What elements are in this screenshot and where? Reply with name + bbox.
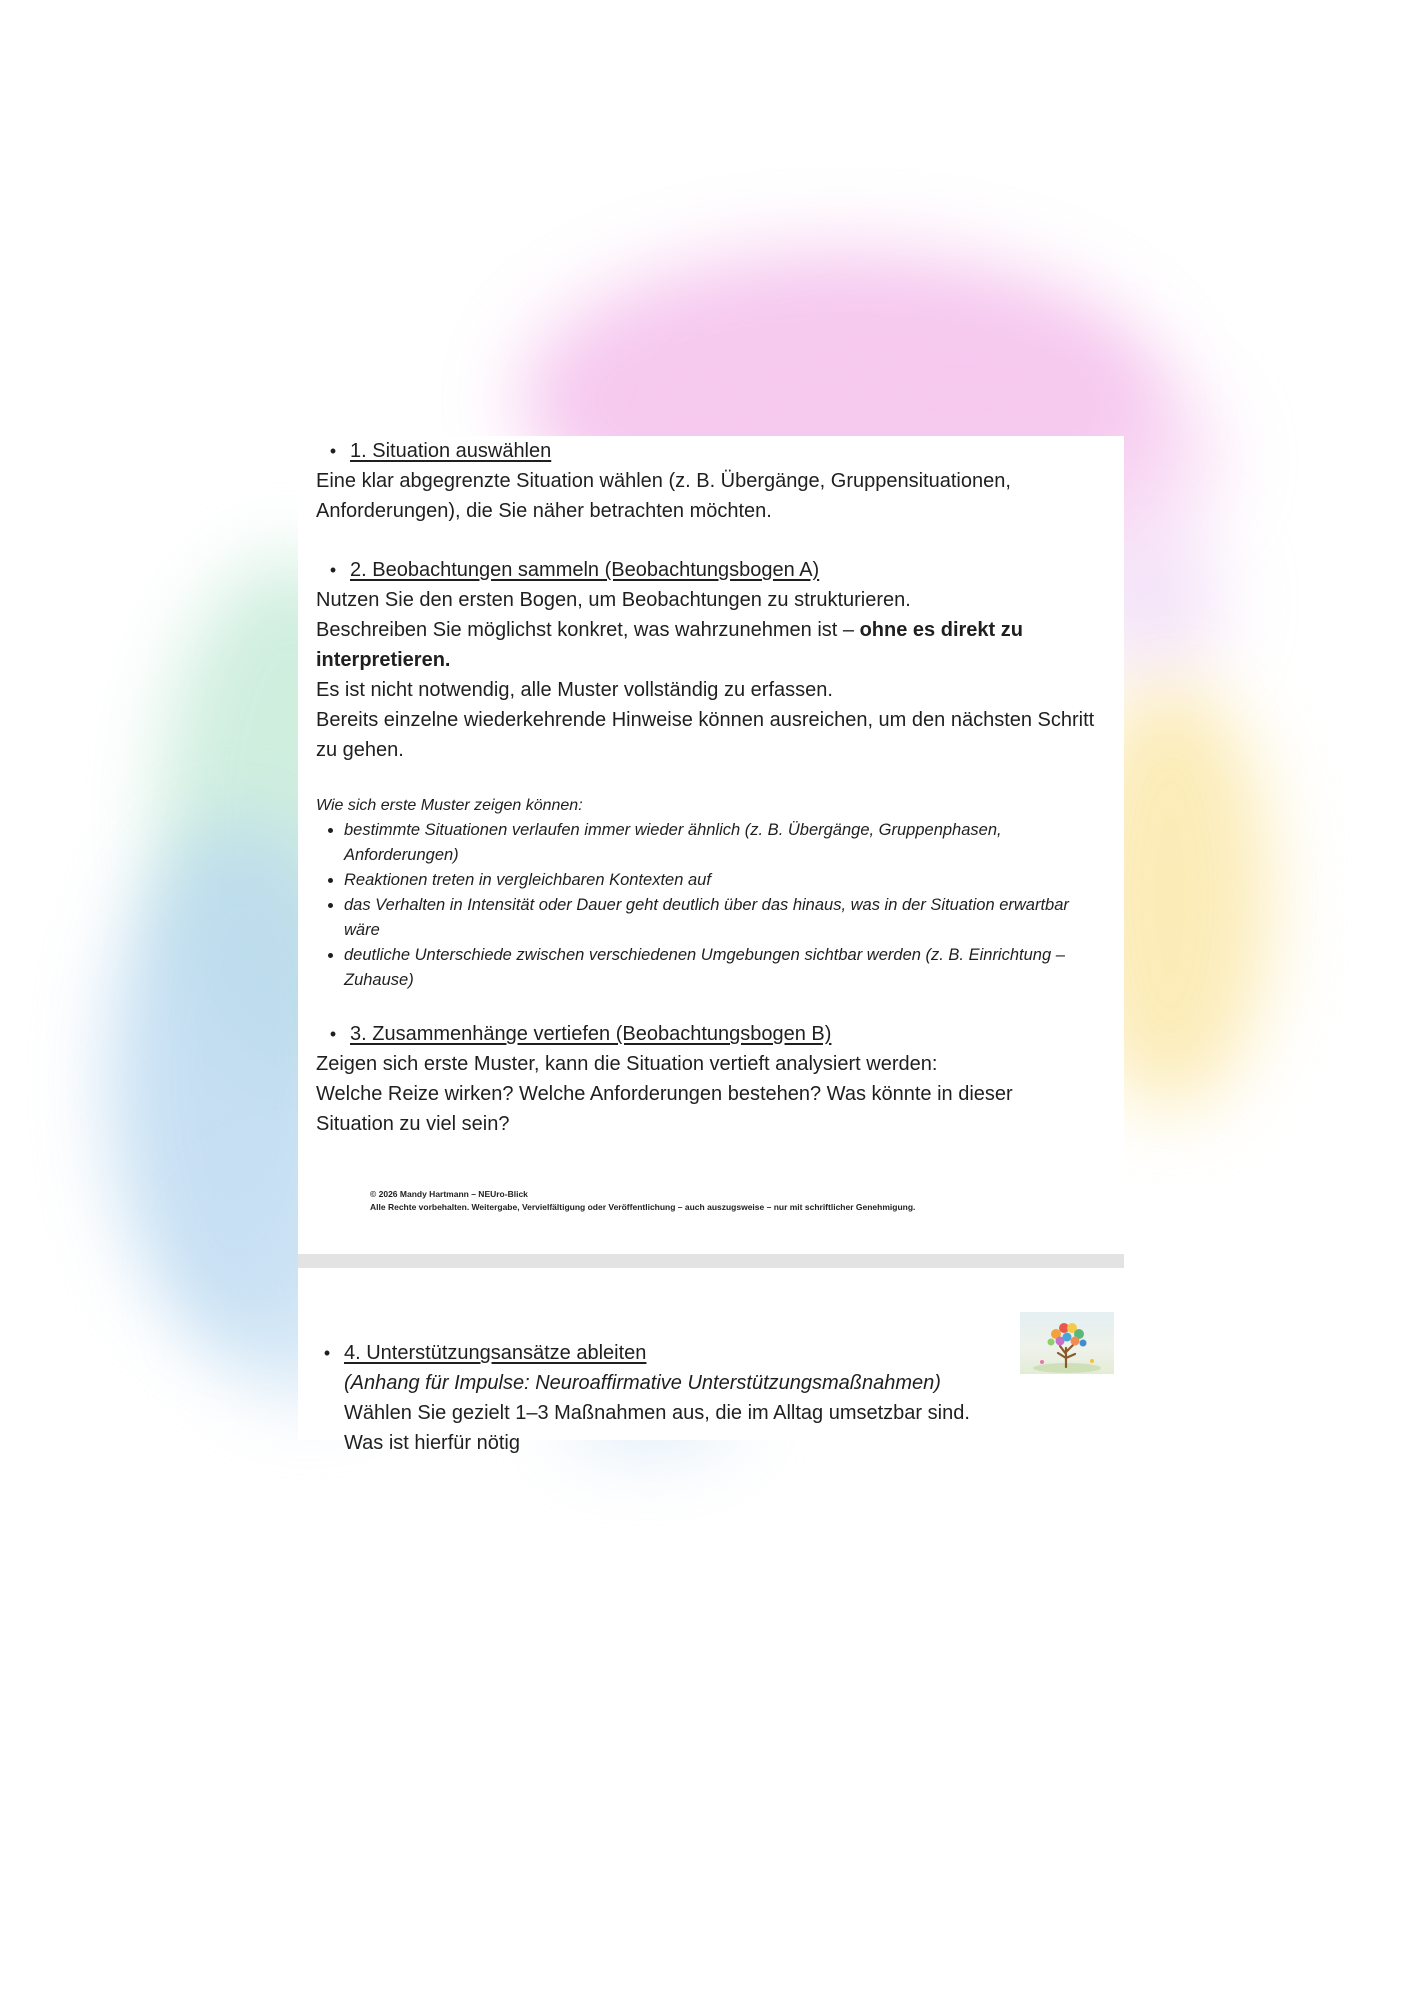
tree-icon — [1020, 1312, 1114, 1374]
step-2-emphasis: ohne es direkt zu interpretieren. — [316, 619, 1023, 671]
step-3-title: 3. Zusammenhänge vertiefen (Beobachtungsbogen B) — [350, 1023, 832, 1045]
patterns-heading: Wie sich erste Muster zeigen können: — [316, 797, 583, 814]
bullet-icon: • — [329, 560, 337, 580]
step-2-line-2-text: Beschreiben Sie möglichst konkret, was wahrzunehmen ist – — [316, 619, 860, 641]
list-item: • bestimmte Situationen verlaufen immer wieder ähnlich (z. B. Übergänge, Gruppenphasen, Anforderungen) — [344, 818, 1096, 868]
bullet-icon: • — [323, 1343, 331, 1363]
copyright-notice: © 2026 Mandy Hartmann – NEUro-Blick — [370, 1189, 528, 1199]
step-3-section — [316, 1019, 1096, 1139]
patterns-section — [316, 793, 1096, 993]
page-separator — [298, 1254, 1124, 1268]
step-2-line-1: Nutzen Sie den ersten Bogen, um Beobachtungen zu strukturieren. — [316, 589, 911, 611]
list-item: • Reaktionen treten in vergleichbaren Kontexten auf — [344, 868, 1096, 893]
list-item: • das Verhalten in Intensität oder Dauer geht deutlich über das hinaus, was in der Situation erwartbar wäre — [344, 893, 1096, 943]
step-1-text: Eine klar abgegrenzte Situation wählen (z. B. Übergänge, Gruppensituationen, Anforderungen), die Sie näher betrachten möchten. — [316, 470, 1011, 522]
rights-notice: Alle Rechte vorbehalten. Weitergabe, Vervielfältigung oder Veröffentlichung – auch auszugsweise – nur mit schriftlicher Genehmigung. — [370, 1202, 916, 1212]
step-4-subtitle: (Anhang für Impulse: Neuroaffirmative Unterstützungsmaßnahmen) — [344, 1372, 941, 1394]
step-1-section — [316, 436, 1096, 526]
bullet-icon: • — [329, 1024, 337, 1044]
step-2-section — [316, 555, 1096, 765]
page-footer — [370, 1188, 915, 1214]
step-3-line-2: Welche Reize wirken? Welche Anforderungen bestehen? Was könnte in dieser Situation zu viel sein? — [316, 1083, 1013, 1135]
document-page-1 — [298, 436, 1124, 1254]
step-3-line-1: Zeigen sich erste Muster, kann die Situation vertieft analysiert werden: — [316, 1053, 938, 1075]
step-4-line-1: Wählen Sie gezielt 1–3 Maßnahmen aus, die im Alltag umsetzbar sind. — [344, 1402, 970, 1424]
step-2-title: 2. Beobachtungen sammeln (Beobachtungsbogen A) — [350, 559, 820, 581]
step-1-title: 1. Situation auswählen — [350, 440, 552, 462]
patterns-list — [316, 818, 1096, 993]
step-2-line-4: Bereits einzelne wiederkehrende Hinweise können ausreichen, um den nächsten Schritt zu gehen. — [316, 709, 1095, 761]
step-2-line-3: Es ist nicht notwendig, alle Muster vollständig zu erfassen. — [316, 679, 833, 701]
step-2-line-2 — [316, 615, 1096, 675]
step-4-line-2-cut: Was ist hierfür nötig — [344, 1432, 520, 1454]
step-4-title: 4. Unterstützungsansätze ableiten — [344, 1342, 647, 1364]
document-page-2 — [298, 1268, 1124, 1454]
list-item: • deutliche Unterschiede zwischen verschiedenen Umgebungen sichtbar werden (z. B. Einrichtung – Zuhause) — [344, 943, 1096, 993]
bullet-icon: • — [329, 441, 337, 461]
